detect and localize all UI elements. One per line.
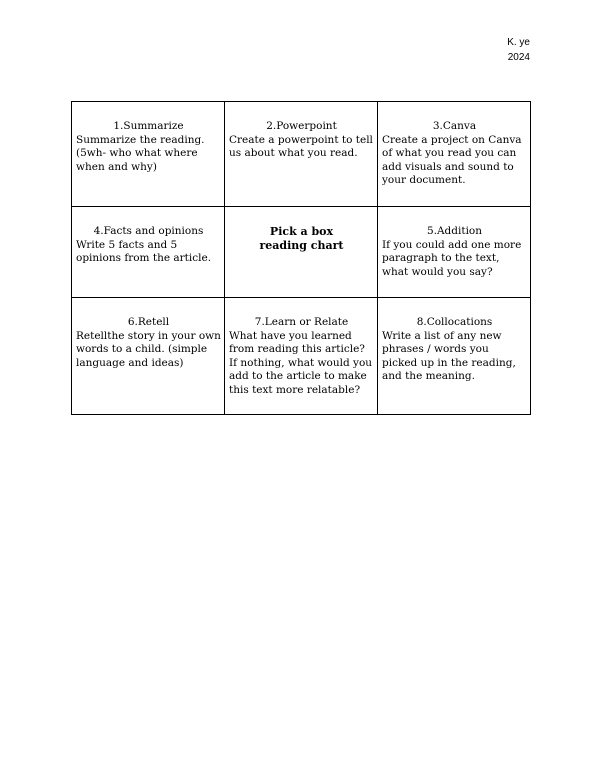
author-name: K. ye bbox=[507, 37, 530, 48]
box-summarize bbox=[72, 102, 225, 207]
box-collocations bbox=[378, 298, 531, 415]
reading-choice-grid bbox=[71, 101, 531, 415]
box-description: Summarize the reading. (5wh- who what where when and why) bbox=[76, 133, 205, 173]
grid-row bbox=[72, 207, 531, 298]
chart-title-cell bbox=[225, 207, 378, 298]
grid-row bbox=[72, 298, 531, 415]
box-addition bbox=[378, 207, 531, 298]
box-description: If you could add one more paragraph to the text, what would you say? bbox=[382, 238, 522, 278]
box-retell bbox=[72, 298, 225, 415]
box-title: 6.Retell bbox=[127, 316, 170, 328]
box-facts-and-opinions bbox=[72, 207, 225, 298]
author-note bbox=[507, 35, 530, 65]
box-description: Create a project on Canva of what you read you can add visuals and sound to your document. bbox=[382, 133, 522, 186]
box-learn-or-relate bbox=[225, 298, 378, 415]
box-description: Retellthe story in your own words to a child. (simple language and ideas) bbox=[76, 329, 221, 369]
box-title: 5.Addition bbox=[426, 225, 483, 237]
box-title: 4.Facts and opinions bbox=[93, 225, 204, 237]
box-title: 8.Collocations bbox=[416, 316, 493, 328]
author-year: 2024 bbox=[507, 52, 530, 63]
box-description: Write a list of any new phrases / words you picked up in the reading, and the meaning. bbox=[382, 329, 516, 382]
box-powerpoint bbox=[225, 102, 378, 207]
chart-title: Pick a box reading chart bbox=[259, 225, 344, 252]
box-canva bbox=[378, 102, 531, 207]
box-description: What have you learned from reading this article? If nothing, what would you add to the article to make this text more relatable? bbox=[229, 329, 373, 396]
grid-row bbox=[72, 102, 531, 207]
box-title: 3.Canva bbox=[432, 120, 477, 132]
box-title: 1.Summarize bbox=[113, 120, 184, 132]
box-description: Write 5 facts and 5 opinions from the article. bbox=[76, 238, 212, 264]
box-title: 7.Learn or Relate bbox=[254, 316, 349, 328]
box-description: Create a powerpoint to tell us about what you read. bbox=[229, 133, 373, 159]
box-title: 2.Powerpoint bbox=[266, 120, 337, 132]
